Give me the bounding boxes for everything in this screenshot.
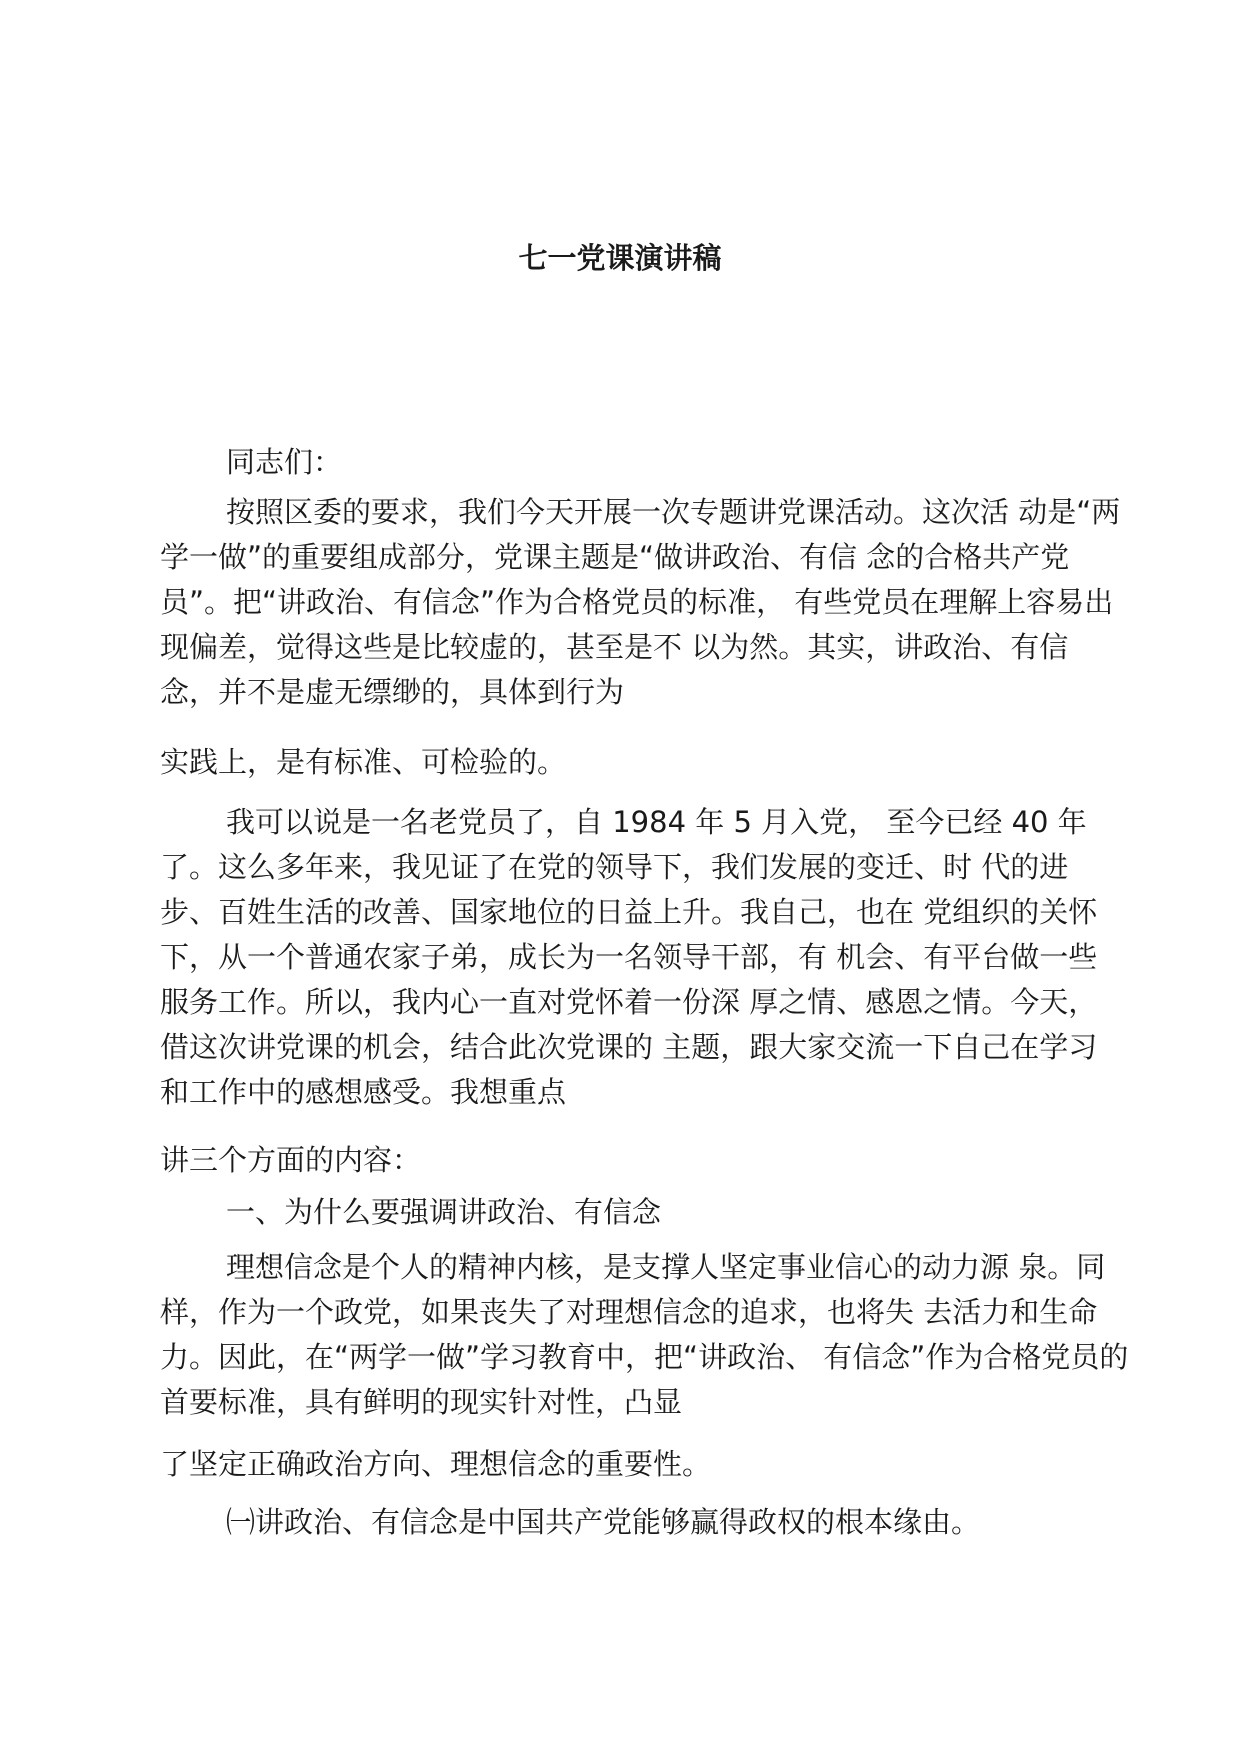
section-heading-1	[160, 1190, 1166, 1235]
text-line: 按照区委的要求，我们今天开展一次专题讲党课活动。这次活 动是“两	[226, 495, 1121, 529]
text-line: 下，从一个普通农家子弟，成长为一名领导干部，有 机会、有平台做一些	[160, 940, 1098, 974]
paragraph-personal	[160, 800, 1100, 1115]
paragraph-personal-cont	[160, 1138, 1100, 1183]
text-line: 实践上，是有标准、可检验的。	[160, 745, 567, 779]
salutation	[160, 440, 1166, 485]
text-line: 念，并不是虚无缥缈的，具体到行为	[160, 675, 625, 709]
text-line: 讲三个方面的内容：	[160, 1143, 422, 1177]
subsection-heading-1	[160, 1500, 1166, 1545]
text-line: 同志们：	[226, 445, 343, 479]
paragraph-intro-cont	[160, 740, 1100, 785]
text-line: ㈠讲政治、有信念是中国共产党能够赢得政权的根本缘由。	[226, 1505, 981, 1539]
text-line: 了。这么多年来，我见证了在党的领导下，我们发展的变迁、时 代的进	[160, 850, 1069, 884]
text-line: 样，作为一个政党，如果丧失了对理想信念的追求，也将失 去活力和生命	[160, 1295, 1098, 1329]
text-line: 学一做”的重要组成部分，党课主题是“做讲政治、有信 念的合格共产党	[160, 540, 1070, 574]
text-line: 我可以说是一名老党员了，自 1984 年 5 月入党， 至今已经 40 年	[226, 805, 1087, 839]
text-line: 借这次讲党课的机会，结合此次党课的 主题，跟大家交流一下自己在学习	[160, 1030, 1098, 1064]
text-line: 力。因此，在“两学一做”学习教育中，把“讲政治、 有信念”作为合格党员的	[160, 1340, 1129, 1374]
paragraph-belief-cont	[160, 1442, 1100, 1487]
text-line: 服务工作。所以，我内心一直对党怀着一份深 厚之情、感恩之情。今天，	[160, 985, 1098, 1019]
text-line: 和工作中的感想感受。我想重点	[160, 1075, 567, 1109]
text-line: 首要标准，具有鲜明的现实针对性，凸显	[160, 1385, 683, 1419]
paragraph-belief	[160, 1245, 1129, 1425]
text-line: 理想信念是个人的精神内核，是支撑人坚定事业信心的动力源 泉。同	[226, 1250, 1106, 1284]
text-line: 步、百姓生活的改善、国家地位的日益上升。我自己，也在 党组织的关怀	[160, 895, 1098, 929]
text-line: 员”。把“讲政治、有信念”作为合格党员的标准， 有些党员在理解上容易出	[160, 585, 1114, 619]
text-line: 了坚定正确政治方向、理想信念的重要性。	[160, 1447, 712, 1481]
text-line: 现偏差，觉得这些是比较虚的，甚至是不 以为然。其实，讲政治、有信	[160, 630, 1069, 664]
paragraph-intro	[160, 490, 1121, 715]
document-title: 七一党课演讲稿	[518, 241, 722, 275]
text-line: 一、为什么要强调讲政治、有信念	[226, 1195, 662, 1229]
